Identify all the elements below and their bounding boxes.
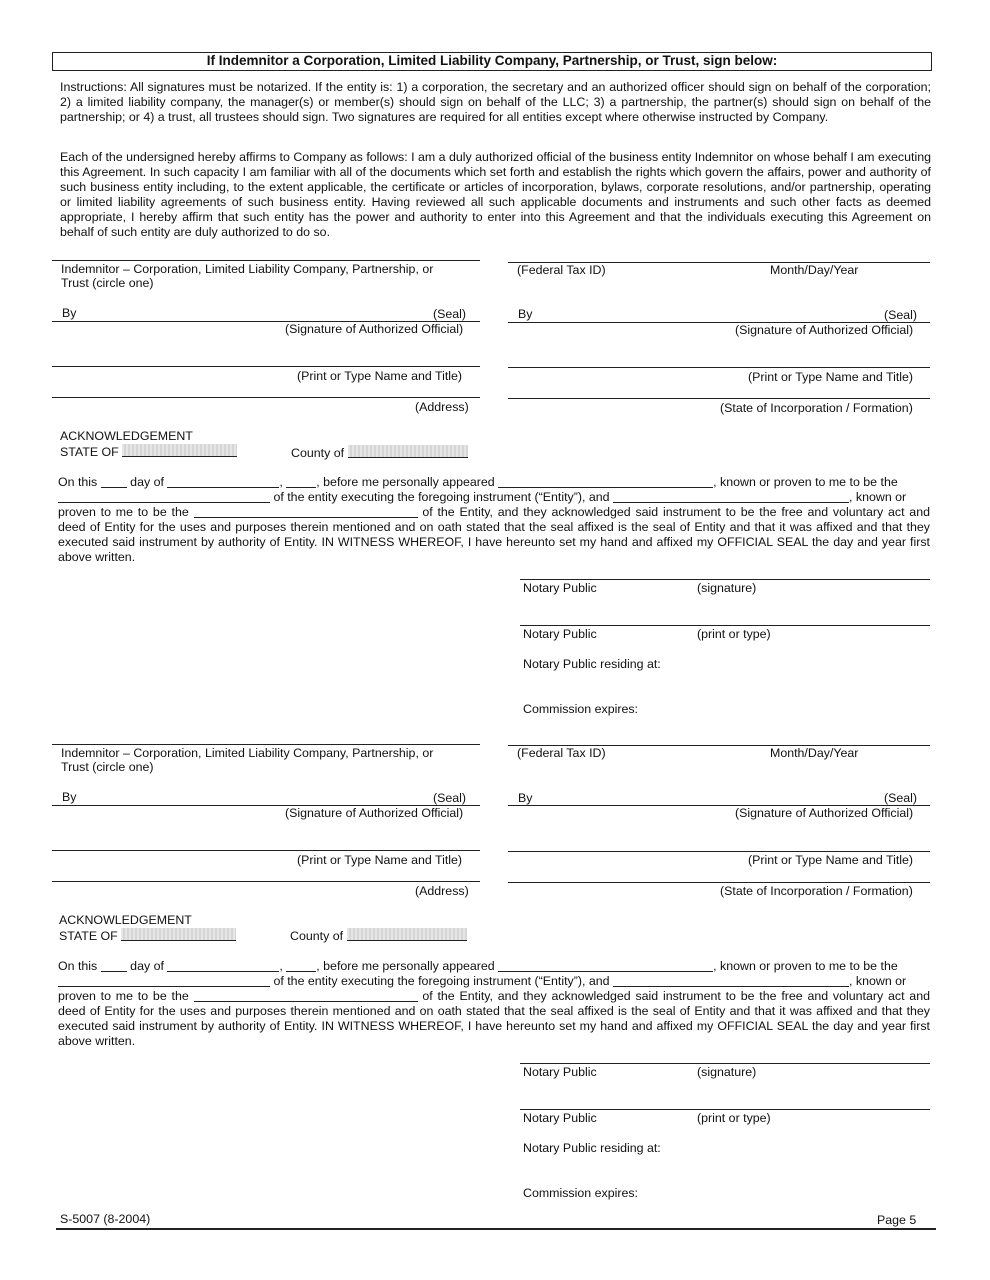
by-label: By <box>518 307 533 321</box>
residing-at-label: Notary Public residing at: <box>523 657 661 671</box>
address-line[interactable] <box>52 881 480 882</box>
address-label: (Address) <box>415 884 469 898</box>
county-of-label: County of <box>290 928 467 943</box>
notary-signature-label: (signature) <box>697 581 757 595</box>
notary-print-line[interactable] <box>520 625 930 626</box>
state-inc-line[interactable] <box>508 398 930 399</box>
footer-rule <box>56 1228 936 1230</box>
notary-public-label: Notary Public <box>523 1111 597 1125</box>
print-name-line[interactable] <box>52 850 480 851</box>
seal-label: (Seal) <box>884 308 918 322</box>
by-label: By <box>62 790 77 804</box>
form-id: S-5007 (8-2004) <box>60 1212 151 1226</box>
seal-label: (Seal) <box>433 307 467 321</box>
state-of-field[interactable] <box>122 444 237 457</box>
address-label: (Address) <box>415 400 469 414</box>
ack-title: ACKNOWLEDGEMENT <box>60 429 193 443</box>
state-inc-label: (State of Incorporation / Formation) <box>720 401 913 415</box>
seal-label: (Seal) <box>433 791 467 805</box>
state-of-field[interactable] <box>121 928 236 941</box>
section-title: If Indemnitor a Corporation, Limited Liability Company, Partnership, or Trust, sign below: <box>52 52 932 71</box>
print-name-label: (Print or Type Name and Title) <box>297 369 463 383</box>
notary-public-label: Notary Public <box>523 627 597 641</box>
page-number: Page 5 <box>877 1213 917 1227</box>
affirmation-text: Each of the undersigned hereby affirms to Company as follows: I am a duly authorized official of the business entity Indemnitor on whose behalf I am executing this Agreement. In such capacity I am familiar with all of the documents which set forth and establish the rights which govern the affairs, power and authority of such business entity including, to the extent applicable, the certificate or articles of incorporation, bylaws, corporate resolutions, and/or partnership, operating or limited liability agreements of such business entity. Having reviewed all such applicable documents and instruments and such other facts as deemed appropriate, I hereby affirm that such entity has the power and authority to enter into this Agreement and that the individuals executing this Agreement on behalf of such entity are duly authorized to do so. <box>60 150 931 239</box>
instructions-text: Instructions: All signatures must be notarized. If the entity is: 1) a corporation, the secretary and an authorized officer should sign on behalf of the corporation; 2) a limited liability company, the manager(s) or member(s) should sign on behalf of the LLC; 3) a partnership, the partner(s) should sign on behalf of the partnership; or 4) a trust, all trustees should sign. Two signatures are required for all entities except where otherwise instructed by Company. <box>60 80 931 124</box>
county-of-field[interactable] <box>347 928 467 941</box>
print-name-label: (Print or Type Name and Title) <box>748 370 914 384</box>
notary-print-line[interactable] <box>520 1109 930 1110</box>
notary-print-label: (print or type) <box>697 1111 771 1125</box>
print-name-line[interactable] <box>508 851 930 852</box>
print-name-line[interactable] <box>52 366 480 367</box>
signature-label: (Signature of Authorized Official) <box>285 322 464 336</box>
notary-signature-line[interactable] <box>520 1063 930 1064</box>
federal-tax-id-label: (Federal Tax ID) <box>517 263 606 277</box>
federal-tax-id-label: (Federal Tax ID) <box>517 746 606 760</box>
date-label: Month/Day/Year <box>770 746 859 760</box>
address-line[interactable] <box>52 397 480 398</box>
state-inc-label: (State of Incorporation / Formation) <box>720 884 913 898</box>
by-label: By <box>518 791 533 805</box>
state-inc-line[interactable] <box>508 882 930 883</box>
notary-print-label: (print or type) <box>697 627 771 641</box>
indemnitor-label: Indemnitor – Corporation, Limited Liability Company, Partnership, or Trust (circle one) <box>61 262 434 290</box>
notary-public-label: Notary Public <box>523 1065 597 1079</box>
indemnitor-line[interactable] <box>52 744 480 745</box>
print-name-label: (Print or Type Name and Title) <box>297 853 463 867</box>
indemnitor-label: Indemnitor – Corporation, Limited Liability Company, Partnership, or Trust (circle one) <box>61 746 434 774</box>
date-label: Month/Day/Year <box>770 263 859 277</box>
acknowledgement-text: On this day of , , before me personally appeared , known or proven to me to be the of the entity executing the foregoing instrument (“Entity”), and , known or proven to me to be the of the Entity, and they acknowledged said instrument to be the free and voluntary act and deed of Entity for the uses and purposes therein mentioned and on oath stated that the seal affixed is the seal of Entity and that it was affixed and that they executed said instrument by authority of Entity. IN WITNESS WHEREOF, I have hereunto set my hand and affixed my OFFICIAL SEAL the day and year first above written. <box>58 475 930 564</box>
residing-at-label: Notary Public residing at: <box>523 1141 661 1155</box>
signature-label: (Signature of Authorized Official) <box>735 323 914 337</box>
seal-label: (Seal) <box>884 791 918 805</box>
state-of-label: STATE OF <box>59 928 236 943</box>
state-of-label: STATE OF <box>60 444 237 459</box>
notary-signature-line[interactable] <box>520 579 930 580</box>
county-of-label: County of <box>291 445 468 460</box>
signature-label: (Signature of Authorized Official) <box>285 806 464 820</box>
print-name-line[interactable] <box>508 367 930 368</box>
signature-label: (Signature of Authorized Official) <box>735 806 914 820</box>
print-name-label: (Print or Type Name and Title) <box>748 853 914 867</box>
indemnitor-line[interactable] <box>52 260 480 261</box>
commission-label: Commission expires: <box>523 1186 638 1200</box>
county-of-field[interactable] <box>348 445 468 458</box>
ack-title: ACKNOWLEDGEMENT <box>59 913 192 927</box>
notary-signature-label: (signature) <box>697 1065 757 1079</box>
commission-label: Commission expires: <box>523 702 638 716</box>
by-label: By <box>62 306 77 320</box>
acknowledgement-text: On this day of , , before me personally appeared , known or proven to me to be the of the entity executing the foregoing instrument (“Entity”), and , known or proven to me to be the of the Entity, and they acknowledged said instrument to be the free and voluntary act and deed of Entity for the uses and purposes therein mentioned and on oath stated that the seal affixed is the seal of Entity and that it was affixed and that they executed said instrument by authority of Entity. IN WITNESS WHEREOF, I have hereunto set my hand and affixed my OFFICIAL SEAL the day and year first above written. <box>58 959 930 1048</box>
notary-public-label: Notary Public <box>523 581 597 595</box>
